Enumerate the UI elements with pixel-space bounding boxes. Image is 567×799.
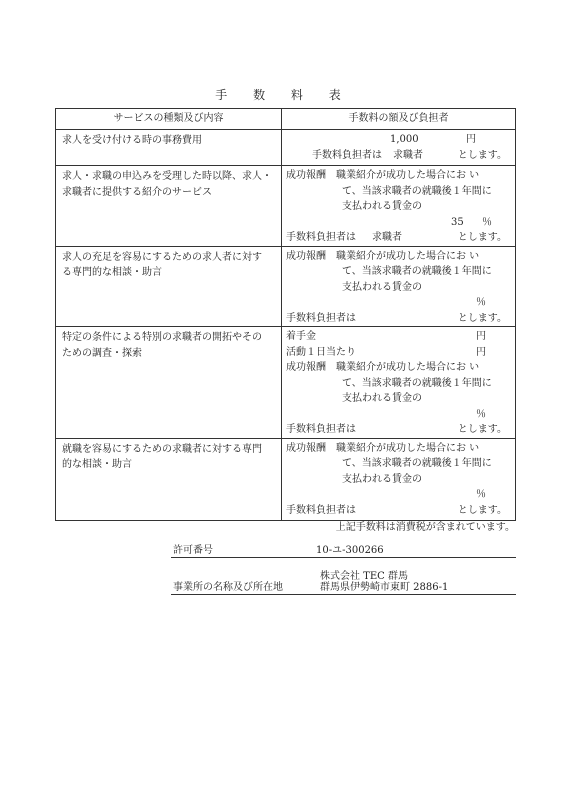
fee-amount: 1,000	[390, 134, 419, 145]
address-label: 事業所の名称及び所在地	[173, 582, 283, 593]
percent-value: 35	[451, 216, 464, 228]
daily-fee-label: 活動１日当たり	[286, 346, 356, 358]
fee-tail: とします。	[457, 149, 507, 161]
fee-line: 成功報酬 職業紹介が成功した場合にお い	[286, 170, 480, 181]
table-row	[56, 166, 516, 247]
fee-tail: とします。	[457, 232, 507, 243]
payer-value: 求職者	[393, 149, 423, 161]
service-text: る専門的な相談・助言	[62, 267, 162, 278]
table-row	[56, 438, 516, 520]
percent-unit: ％	[482, 216, 492, 228]
payer-value: 求職者	[372, 232, 402, 243]
service-text: ための調査・探索	[62, 347, 142, 359]
fee-line: 支払われる賃金の	[342, 393, 422, 404]
tax-note: 上記手数料は消費税が含まれています。	[335, 522, 515, 533]
fee-cell	[282, 246, 516, 327]
fee-line: て、当該求職者の就職後１年間に	[342, 185, 492, 197]
percent-unit: ％	[476, 297, 486, 308]
service-cell	[56, 327, 282, 439]
yen-unit: 円	[476, 331, 486, 342]
license-row	[171, 541, 516, 558]
service-text: 求職者に提供する紹介のサービス	[62, 186, 212, 198]
fee-line: て、当該求職者の就職後１年間に	[342, 266, 492, 277]
service-text: 求人を受け付ける時の事務費用	[62, 135, 202, 146]
fee-line: 支払われる賃金の	[342, 281, 422, 293]
payer-label: 手数料負担者は	[286, 312, 356, 324]
license-number: 10-ユ-300266	[316, 545, 384, 556]
yen-unit: 円	[476, 346, 486, 358]
column-header-service: サービスの種類及び内容	[56, 109, 282, 130]
column-header-fee: 手数料の額及び負担者	[282, 109, 516, 130]
service-text: 就職を容易にするための求職者に対する専門	[62, 443, 262, 455]
fee-line: 支払われる賃金の	[342, 201, 422, 212]
fee-tail: とします。	[457, 424, 507, 435]
fee-cell	[282, 327, 516, 439]
address-row	[171, 578, 516, 595]
table-header-row	[56, 109, 516, 130]
fee-cell	[282, 166, 516, 247]
table-row	[56, 130, 516, 166]
percent-unit: ％	[476, 408, 486, 420]
service-text: 求人の充足を容易にするための求人者に対す	[62, 251, 262, 263]
advance-fee-label: 着手金	[286, 331, 316, 342]
address-value: 群馬県伊勢崎市東町 2886-1	[320, 582, 449, 593]
fee-tail: とします。	[457, 504, 507, 516]
service-text: 特定の条件による特別の求職者の開拓やその	[62, 332, 262, 343]
percent-unit: ％	[476, 489, 486, 500]
page-title: 手 数 料 表	[215, 88, 352, 102]
yen-unit: 円	[466, 134, 476, 145]
table-row	[56, 327, 516, 439]
fee-line: 成功報酬 職業紹介が成功した場合にお い	[286, 362, 480, 373]
fee-cell	[282, 438, 516, 520]
fee-line: 支払われる賃金の	[342, 473, 422, 485]
fee-line: て、当該求職者の就職後１年間に	[342, 377, 492, 389]
fee-table	[55, 108, 516, 521]
fee-line: 成功報酬 職業紹介が成功した場合にお い	[286, 442, 480, 454]
payer-label: 手数料負担者は	[286, 504, 356, 516]
fee-line: 成功報酬 職業紹介が成功した場合にお い	[286, 250, 480, 262]
fee-cell	[282, 130, 516, 166]
payer-label: 手数料負担者は	[286, 232, 356, 243]
fee-tail: とします。	[457, 312, 507, 324]
service-text: 的な相談・助言	[62, 459, 132, 470]
service-text: 求人・求職の申込みを受理した時以降、求人・	[62, 171, 272, 182]
service-cell	[56, 246, 282, 327]
license-label: 許可番号	[173, 545, 213, 556]
company-name: 株式会社 TEC 群馬	[320, 571, 408, 582]
service-cell	[56, 438, 282, 520]
service-cell	[56, 166, 282, 247]
payer-label: 手数料負担者は	[286, 424, 356, 435]
service-cell	[56, 130, 282, 166]
fee-line: て、当該求職者の就職後１年間に	[342, 458, 492, 469]
payer-label: 手数料負担者は	[312, 149, 382, 161]
table-row	[56, 246, 516, 327]
